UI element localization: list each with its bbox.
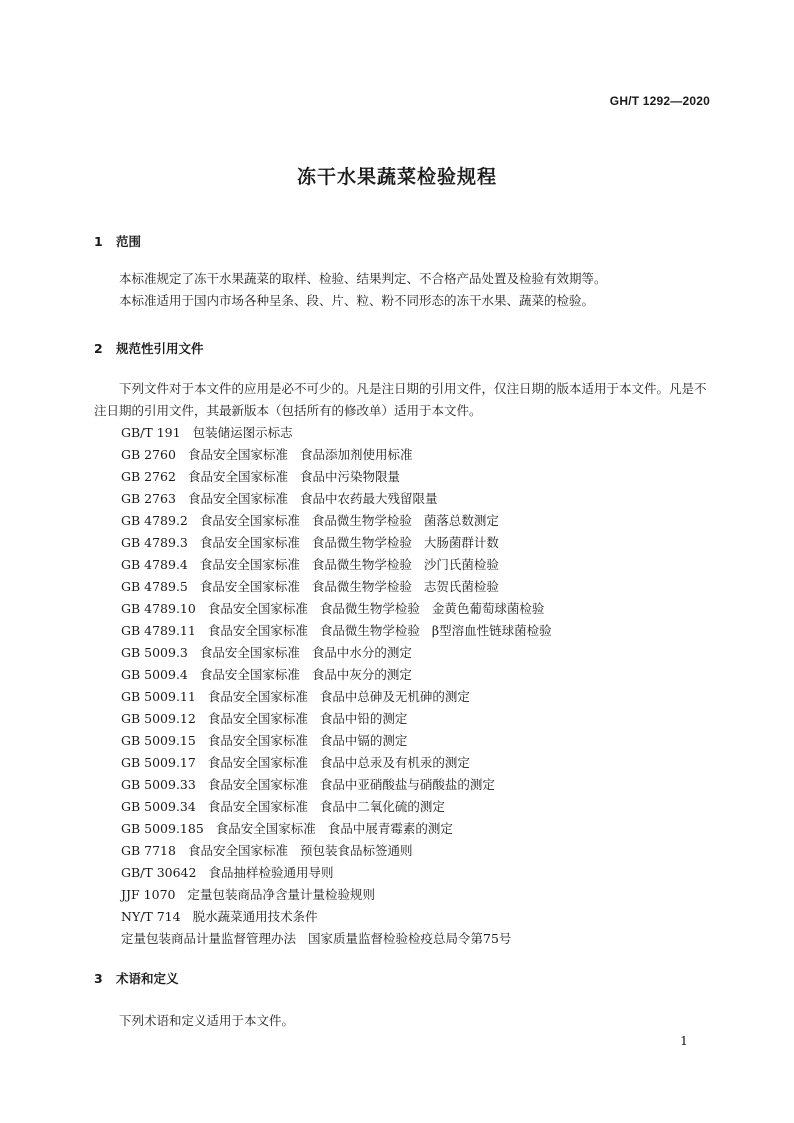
- reference-code: GB 4789.3: [121, 535, 188, 550]
- reference-item: [121, 554, 564, 576]
- reference-item: [121, 466, 564, 488]
- reference-title-part: 食品安全国家标准: [207, 601, 308, 616]
- reference-code: GB 5009.33: [121, 777, 196, 792]
- reference-title-part: 食品中亚硝酸盐与硝酸盐的测定: [319, 777, 495, 792]
- reference-title-part: 食品微生物学检验: [319, 623, 420, 638]
- terms-intro-paragraph: 下列术语和定义适用于本文件。: [119, 1013, 295, 1028]
- reference-item: [121, 664, 564, 686]
- reference-title-part: 包装储运图示标志: [192, 425, 293, 440]
- reference-title-part: 食品微生物学检验: [311, 513, 412, 528]
- reference-title-part: 国家质量监督检验检疫总局令第75号: [308, 931, 512, 946]
- section-number: 1: [94, 234, 103, 249]
- reference-title-part: 金黄色葡萄球菌检验: [431, 601, 545, 616]
- reference-item: [121, 774, 564, 796]
- reference-item: [121, 840, 564, 862]
- reference-title-part: 食品安全国家标准: [207, 689, 308, 704]
- reference-title-part: 食品安全国家标准: [215, 821, 316, 836]
- reference-item: [121, 444, 564, 466]
- scope-paragraph-1: 本标准规定了冻干水果蔬菜的取样、检验、结果判定、不合格产品处置及检验有效期等。: [119, 271, 607, 286]
- reference-title-part: 食品安全国家标准: [207, 799, 308, 814]
- reference-item: [121, 510, 564, 532]
- reference-title-part: 食品安全国家标准: [207, 623, 308, 638]
- reference-title-part: 食品中二氧化硫的测定: [319, 799, 445, 814]
- reference-code: JJF 1070: [121, 887, 176, 902]
- reference-item: [121, 928, 564, 950]
- reference-code: GB 5009.11: [121, 689, 196, 704]
- reference-code: GB 4789.11: [121, 623, 196, 638]
- terms-intro: [94, 1010, 710, 1032]
- reference-code: NY/T 714: [121, 909, 181, 924]
- reference-item: [121, 752, 564, 774]
- reference-item: [121, 884, 564, 906]
- reference-item: [121, 598, 564, 620]
- reference-item: [121, 422, 564, 444]
- reference-title-part: 菌落总数测定: [423, 513, 499, 528]
- reference-item: [121, 906, 564, 928]
- reference-title-part: 大肠菌群计数: [423, 535, 499, 550]
- reference-title-part: 食品抽样检验通用导则: [208, 865, 334, 880]
- reference-title-part: 食品微生物学检验: [311, 535, 412, 550]
- reference-title-part: 食品中镉的测定: [319, 733, 408, 748]
- reference-title-part: 食品添加剂使用标准: [299, 447, 413, 462]
- reference-title-part: 食品安全国家标准: [187, 447, 288, 462]
- reference-code: GB 2762: [121, 469, 176, 484]
- reference-title-part: 食品安全国家标准: [187, 843, 288, 858]
- section-title: 术语和定义: [116, 971, 179, 986]
- reference-title-part: 食品安全国家标准: [199, 667, 300, 682]
- reference-code: GB 4789.2: [121, 513, 188, 528]
- reference-code: GB 7718: [121, 843, 176, 858]
- reference-title-part: 食品微生物学检验: [311, 557, 412, 572]
- reference-title-part: 食品安全国家标准: [199, 579, 300, 594]
- reference-title-part: 食品安全国家标准: [207, 711, 308, 726]
- reference-title-part: 食品安全国家标准: [187, 491, 288, 506]
- normative-intro-paragraph: 下列文件对于本文件的应用是必不可少的。凡是注日期的引用文件，仅注日期的版本适用于本文件。凡是不注日期的引用文件，其最新版本（包括所有的修改单）适用于本文件。: [94, 381, 707, 418]
- normative-reference-list: [121, 422, 564, 950]
- reference-item: [121, 686, 564, 708]
- section-2-heading: [94, 339, 204, 357]
- reference-code: GB 5009.4: [121, 667, 188, 682]
- reference-title-part: 食品微生物学检验: [311, 579, 412, 594]
- reference-item: [121, 532, 564, 554]
- reference-title-part: 食品安全国家标准: [199, 557, 300, 572]
- standard-code: GH/T 1292—2020: [609, 94, 710, 108]
- reference-title-part: 食品中铅的测定: [319, 711, 408, 726]
- reference-title-part: 食品中展青霉素的测定: [327, 821, 453, 836]
- section-3-heading: [94, 969, 179, 987]
- reference-item: [121, 708, 564, 730]
- reference-code: GB 5009.34: [121, 799, 196, 814]
- page-number: 1: [680, 1033, 688, 1048]
- section-1-heading: [94, 232, 141, 250]
- reference-code: GB 5009.185: [121, 821, 204, 836]
- reference-code: GB 2763: [121, 491, 176, 506]
- reference-code: 定量包装商品计量监督管理办法: [121, 931, 297, 946]
- reference-code: GB 4789.5: [121, 579, 188, 594]
- reference-code: GB/T 30642: [121, 865, 197, 880]
- reference-code: GB 2760: [121, 447, 176, 462]
- reference-code: GB 5009.15: [121, 733, 196, 748]
- reference-item: [121, 642, 564, 664]
- reference-code: GB 5009.17: [121, 755, 196, 770]
- reference-title-part: 食品安全国家标准: [207, 733, 308, 748]
- scope-text: [94, 268, 710, 312]
- reference-item: [121, 730, 564, 752]
- reference-item: [121, 796, 564, 818]
- reference-code: GB 4789.4: [121, 557, 188, 572]
- reference-title-part: 食品中灰分的测定: [311, 667, 412, 682]
- reference-code: GB 4789.10: [121, 601, 196, 616]
- reference-code: GB 5009.12: [121, 711, 196, 726]
- reference-title-part: 志贺氏菌检验: [423, 579, 499, 594]
- section-number: 3: [94, 971, 103, 986]
- reference-title-part: 脱水蔬菜通用技术条件: [192, 909, 318, 924]
- reference-title-part: 食品安全国家标准: [207, 777, 308, 792]
- section-title: 规范性引用文件: [116, 341, 204, 356]
- reference-item: [121, 620, 564, 642]
- reference-title-part: 食品中总汞及有机汞的测定: [319, 755, 470, 770]
- reference-item: [121, 576, 564, 598]
- reference-item: [121, 488, 564, 510]
- reference-title-part: 食品微生物学检验: [319, 601, 420, 616]
- reference-item: [121, 862, 564, 884]
- reference-title-part: 食品中农药最大残留限量: [299, 491, 438, 506]
- normative-intro: [94, 378, 710, 422]
- section-title: 范围: [116, 234, 142, 249]
- reference-title-part: 沙门氏菌检验: [423, 557, 499, 572]
- reference-title-part: 食品安全国家标准: [187, 469, 288, 484]
- reference-title-part: 食品中污染物限量: [299, 469, 400, 484]
- reference-title-part: 食品安全国家标准: [199, 645, 300, 660]
- reference-code: GB 5009.3: [121, 645, 188, 660]
- reference-code: GB/T 191: [121, 425, 181, 440]
- document-title: 冻干水果蔬菜检验规程: [296, 166, 497, 188]
- reference-title-part: 预包装食品标签通则: [299, 843, 413, 858]
- scope-paragraph-2: 本标准适用于国内市场各种呈条、段、片、粒、粉不同形态的冻干水果、蔬菜的检验。: [119, 293, 595, 308]
- reference-title-part: β型溶血性链球菌检验: [431, 623, 552, 638]
- reference-title-part: 食品安全国家标准: [199, 535, 300, 550]
- reference-item: [121, 818, 564, 840]
- reference-title-part: 食品中总砷及无机砷的测定: [319, 689, 470, 704]
- section-number: 2: [94, 341, 103, 356]
- reference-title-part: 食品安全国家标准: [199, 513, 300, 528]
- reference-title-part: 食品中水分的测定: [311, 645, 412, 660]
- reference-title-part: 食品安全国家标准: [207, 755, 308, 770]
- reference-title-part: 定量包装商品净含量计量检验规则: [187, 887, 375, 902]
